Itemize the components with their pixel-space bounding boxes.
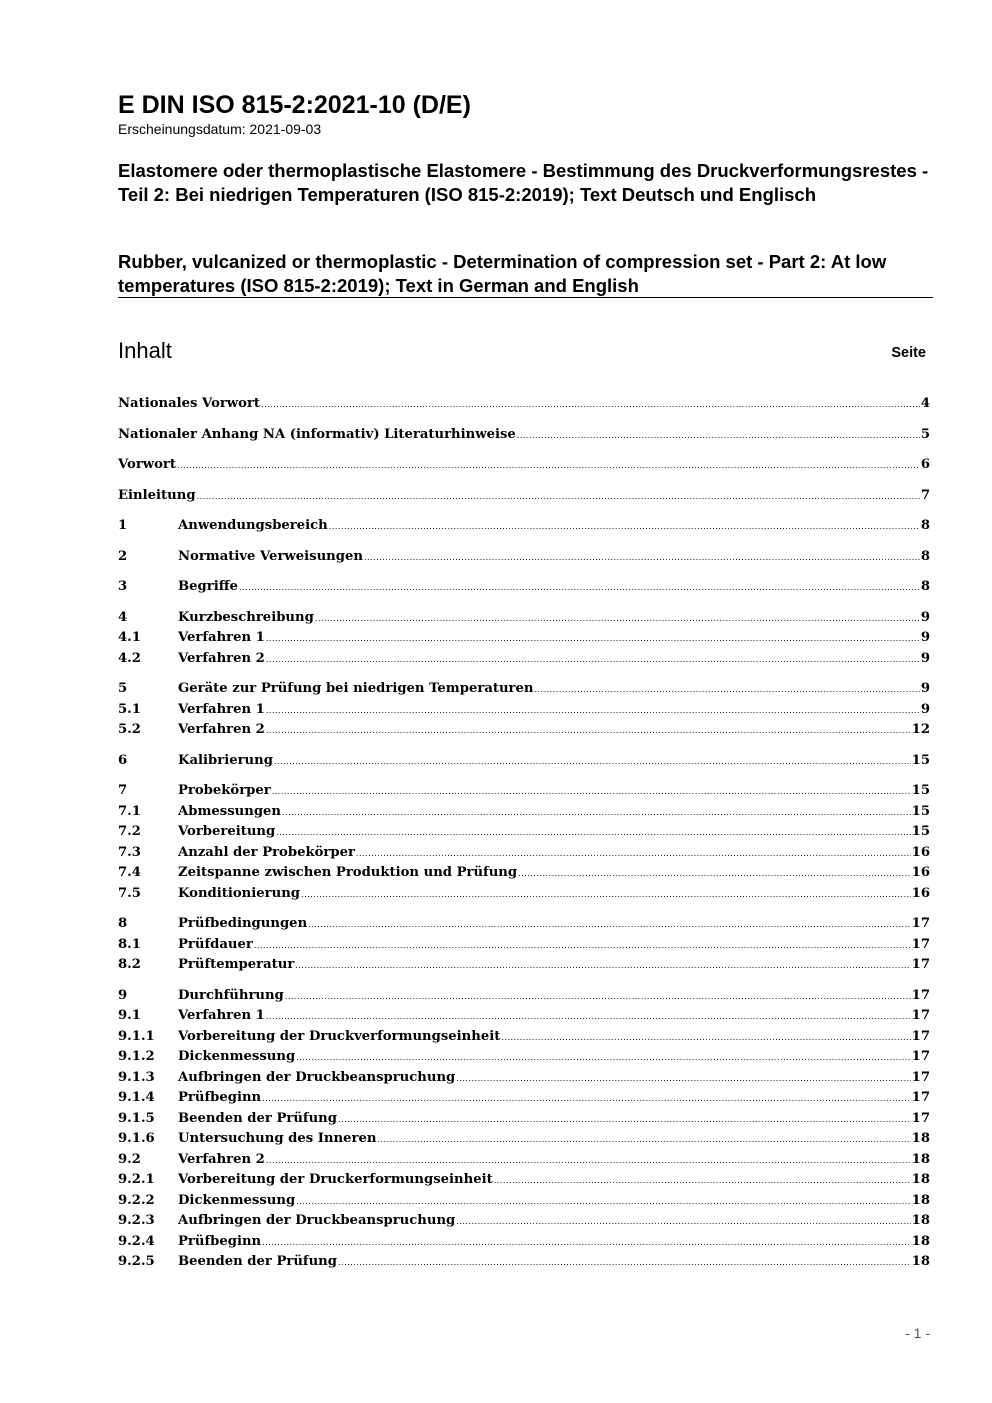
toc-entry-number: 9 <box>118 987 128 1003</box>
toc-entry-title: Prüfdauer <box>178 936 253 952</box>
toc-entry-number: 4.1 <box>118 630 141 645</box>
toc-entry-page: 7 <box>920 487 930 503</box>
page-number: - 1 - <box>905 1325 930 1341</box>
toc-dot-leader <box>285 987 911 1008</box>
toc-entry-number: 5.2 <box>118 722 141 737</box>
toc-entry[interactable] <box>118 1027 930 1048</box>
toc-entry[interactable] <box>118 577 930 598</box>
toc-entry-number: 2 <box>118 548 128 564</box>
toc-entry[interactable] <box>118 751 930 772</box>
toc-entry[interactable] <box>118 720 930 741</box>
title-german: Elastomere oder thermoplastische Elastomere - Bestimmung des Druckverformungsrestes - Teil 2: Bei niedrigen Temperaturen (ISO 815-2:2019); Text Deutsch und Englisch <box>118 160 929 205</box>
toc-entry-title: Einleitung <box>118 487 196 503</box>
toc-entry-page: 15 <box>911 803 930 819</box>
toc-entry-number: 9.2.1 <box>118 1172 155 1187</box>
toc-entry-number: 9.1.1 <box>118 1028 155 1044</box>
toc-entry-title: Kalibrierung <box>178 752 273 768</box>
toc-entry-title: Vorbereitung der Druckverformungseinheit <box>178 1028 501 1044</box>
toc-entry[interactable] <box>118 884 930 905</box>
toc-dot-leader <box>338 1110 911 1131</box>
toc-entry[interactable] <box>118 1088 930 1109</box>
toc-dot-leader <box>296 1048 910 1069</box>
toc-entry-page: 17 <box>911 916 930 931</box>
toc-entry-number: 4.2 <box>118 650 141 666</box>
toc-entry[interactable] <box>118 700 930 721</box>
toc-entry[interactable] <box>118 914 930 935</box>
toc-entry-page: 17 <box>911 1090 930 1105</box>
toc-entry-number: 7.2 <box>118 824 141 839</box>
toc-entry[interactable] <box>118 822 930 843</box>
toc-entry-page: 17 <box>911 1110 930 1126</box>
toc-dot-leader <box>338 1253 911 1274</box>
toc-entry[interactable] <box>118 679 930 700</box>
toc-entry-title: Beenden der Prüfung <box>178 1254 337 1269</box>
toc-dot-leader <box>517 426 920 447</box>
toc-entry-number: 1 <box>118 518 128 533</box>
toc-entry-title: Untersuchung des Inneren <box>178 1131 377 1146</box>
toc-entry-title: Normative Verweisungen <box>178 548 363 564</box>
toc-dot-leader <box>356 844 911 865</box>
toc-entry-number: 6 <box>118 752 128 768</box>
toc-entry-number: 7.5 <box>118 885 141 901</box>
toc-entry-page: 17 <box>911 957 930 972</box>
toc-entry-title: Verfahren 1 <box>178 701 265 717</box>
toc-entry-number: 9.1.2 <box>118 1049 155 1064</box>
toc-dot-leader <box>266 721 911 742</box>
toc-entry[interactable] <box>118 802 930 823</box>
toc-entry-page: 8 <box>920 579 930 594</box>
toc-entry-title: Vorbereitung der Druckerformungseinheit <box>178 1172 493 1187</box>
toc-dot-leader <box>377 1130 910 1151</box>
toc-entry[interactable] <box>118 843 930 864</box>
toc-entry-page: 16 <box>911 844 930 860</box>
toc-entry-title: Nationales Vorwort <box>118 396 260 411</box>
toc-entry-title: Begriffe <box>178 579 238 594</box>
toc-heading: Inhalt <box>118 338 172 363</box>
toc-entry[interactable] <box>118 1211 930 1232</box>
toc-entry-number: 7.4 <box>118 865 141 880</box>
toc-entry-page: 4 <box>920 396 930 411</box>
toc-dot-leader <box>296 1192 910 1213</box>
toc-entry[interactable] <box>118 547 930 568</box>
toc-entry-number: 8.1 <box>118 936 141 952</box>
toc-entry-page: 17 <box>911 987 930 1003</box>
toc-entry-page: 9 <box>920 701 930 717</box>
toc-entry-page: 17 <box>911 936 930 952</box>
toc-entry-page: 18 <box>911 1131 930 1146</box>
toc-entry-number: 9.1.4 <box>118 1090 155 1105</box>
toc-dot-leader <box>262 1089 910 1110</box>
toc-entry-number: 9.2.4 <box>118 1233 155 1249</box>
toc-entry[interactable] <box>118 1006 930 1027</box>
toc-dot-leader <box>254 936 911 957</box>
toc-entry-title: Geräte zur Prüfung bei niedrigen Temperaturen <box>178 681 534 696</box>
publication-date: Erscheinungsdatum: 2021-09-03 <box>118 121 322 137</box>
toc-entry-number: 7.1 <box>118 803 141 819</box>
toc-entry[interactable] <box>118 1170 930 1191</box>
toc-entry-title: Aufbringen der Druckbeanspruchung <box>178 1069 456 1085</box>
document-id: E DIN ISO 815-2:2021-10 (D/E) <box>118 91 471 119</box>
toc-entry-title: Kurzbeschreibung <box>178 609 314 625</box>
toc-entry-title: Probekörper <box>178 783 271 798</box>
toc-entry-title: Verfahren 2 <box>178 1151 265 1167</box>
toc-entry[interactable] <box>118 955 930 976</box>
toc-entry-title: Prüfbeginn <box>178 1233 262 1249</box>
toc-entry-title: Prüftemperatur <box>178 957 295 972</box>
toc-dot-leader <box>364 548 920 569</box>
toc-entry-page: 18 <box>911 1213 930 1228</box>
toc-entry-page: 16 <box>911 865 930 880</box>
toc-entry-number: 4 <box>118 609 128 625</box>
toc-entry-page: 18 <box>911 1233 930 1249</box>
toc-entry-number: 5 <box>118 681 128 696</box>
toc-dot-leader <box>266 1007 911 1028</box>
toc-entry-page: 17 <box>911 1008 930 1023</box>
toc-entry-page: 15 <box>911 752 930 768</box>
toc-dot-leader <box>329 517 920 538</box>
toc-entry-title: Aufbringen der Druckbeanspruchung <box>178 1213 456 1228</box>
toc-dot-leader <box>456 1069 910 1090</box>
toc-entry-page: 8 <box>920 548 930 564</box>
toc-dot-leader <box>266 1151 911 1172</box>
toc-dot-leader <box>301 885 911 906</box>
toc-dot-leader <box>197 487 920 508</box>
toc-entry-page: 18 <box>911 1254 930 1269</box>
toc-entry-title: Prüfbedingungen <box>178 916 308 931</box>
toc-entry-page: 9 <box>920 681 930 696</box>
toc-dot-leader <box>266 701 920 722</box>
toc-entry-title: Dickenmessung <box>178 1049 296 1064</box>
toc-entry[interactable] <box>118 486 930 507</box>
toc-entry[interactable] <box>118 628 930 649</box>
toc-dot-leader <box>239 578 920 599</box>
toc-entry-page: 6 <box>920 457 930 472</box>
toc-dot-leader <box>272 782 911 803</box>
toc-dot-leader <box>315 609 920 630</box>
toc-entry-title: Verfahren 2 <box>178 722 265 737</box>
toc-entry-page: 17 <box>911 1028 930 1044</box>
toc-entry-page: 15 <box>911 783 930 798</box>
toc-entry-number: 9.2 <box>118 1151 141 1167</box>
toc-entry[interactable] <box>118 1252 930 1273</box>
toc-entry-number: 5.1 <box>118 701 141 717</box>
toc-entry-title: Vorbereitung <box>178 824 276 839</box>
toc-entry-title: Prüfbeginn <box>178 1090 262 1105</box>
toc-entry[interactable] <box>118 608 930 629</box>
toc-entry-title: Konditionierung <box>178 885 301 901</box>
toc-entry-title: Verfahren 1 <box>178 630 265 645</box>
toc-entry-title: Durchführung <box>178 987 284 1003</box>
toc-dot-leader <box>274 752 911 773</box>
toc-entry[interactable] <box>118 455 930 476</box>
toc-entry-number: 9.2.3 <box>118 1213 155 1228</box>
toc-entry-page: 9 <box>920 650 930 666</box>
toc-entry-title: Nationaler Anhang NA (informativ) Literaturhinweise <box>118 426 516 442</box>
toc-entry-page: 18 <box>911 1172 930 1187</box>
toc-entry-page: 5 <box>920 426 930 442</box>
title-english: Rubber, vulcanized or thermoplastic - Determination of compression set - Part 2: At low temperatures (ISO 815-2:2019); Text in German and English <box>118 251 887 296</box>
table-of-contents <box>118 394 930 1273</box>
toc-entry-title: Verfahren 1 <box>178 1008 265 1023</box>
toc-entry[interactable] <box>118 986 930 1007</box>
toc-entry-page: 17 <box>911 1049 930 1064</box>
toc-entry-number: 9.1.3 <box>118 1069 155 1085</box>
toc-entry-number: 9.1.6 <box>118 1131 155 1146</box>
toc-entry-title: Verfahren 2 <box>178 650 265 666</box>
toc-dot-leader <box>534 680 919 701</box>
toc-entry-page: 17 <box>911 1069 930 1085</box>
toc-entry-title: Vorwort <box>118 457 176 472</box>
toc-entry-number: 8 <box>118 916 128 931</box>
toc-dot-leader <box>494 1171 911 1192</box>
toc-entry-page: 12 <box>911 722 930 737</box>
toc-entry[interactable] <box>118 781 930 802</box>
toc-entry[interactable] <box>118 1129 930 1150</box>
toc-entry-title: Beenden der Prüfung <box>178 1110 337 1126</box>
toc-entry[interactable] <box>118 1109 930 1130</box>
toc-entry[interactable] <box>118 516 930 537</box>
toc-page-column-label: Seite <box>891 345 926 361</box>
toc-entry-title: Anzahl der Probekörper <box>178 844 355 860</box>
toc-entry[interactable] <box>118 1047 930 1068</box>
toc-dot-leader <box>276 823 910 844</box>
toc-entry-page: 16 <box>911 885 930 901</box>
toc-entry-page: 18 <box>911 1151 930 1167</box>
toc-entry-page: 18 <box>911 1192 930 1208</box>
toc-entry-number: 3 <box>118 579 128 594</box>
toc-dot-leader <box>295 956 910 977</box>
toc-entry-number: 8.2 <box>118 957 141 972</box>
toc-dot-leader <box>282 803 911 824</box>
toc-entry-number: 7.3 <box>118 844 141 860</box>
toc-entry-page: 9 <box>920 630 930 645</box>
toc-entry[interactable] <box>118 1232 930 1253</box>
toc-dot-leader <box>261 395 920 416</box>
toc-entry-page: 9 <box>920 609 930 625</box>
toc-entry[interactable] <box>118 1068 930 1089</box>
toc-dot-leader <box>266 629 920 650</box>
toc-entry-number: 9.1.5 <box>118 1110 155 1126</box>
toc-entry-title: Dickenmessung <box>178 1192 296 1208</box>
toc-dot-leader <box>501 1028 910 1049</box>
title-divider <box>118 297 933 298</box>
toc-entry-title: Abmessungen <box>178 803 282 819</box>
toc-entry-page: 8 <box>920 518 930 533</box>
toc-dot-leader <box>262 1233 910 1254</box>
toc-entry-page: 15 <box>911 824 930 839</box>
toc-entry[interactable] <box>118 649 930 670</box>
toc-entry[interactable] <box>118 1191 930 1212</box>
toc-entry[interactable] <box>118 1150 930 1171</box>
toc-dot-leader <box>518 864 911 885</box>
toc-entry-title: Anwendungsbereich <box>178 518 328 533</box>
toc-entry-number: 9.2.5 <box>118 1254 155 1269</box>
toc-entry[interactable] <box>118 863 930 884</box>
toc-dot-leader <box>177 456 920 477</box>
toc-entry-title: Zeitspanne zwischen Produktion und Prüfung <box>178 865 518 880</box>
toc-entry-number: 7 <box>118 783 128 798</box>
toc-dot-leader <box>266 650 920 671</box>
toc-dot-leader <box>456 1212 910 1233</box>
toc-entry-number: 9.1 <box>118 1008 141 1023</box>
toc-entry[interactable] <box>118 394 930 415</box>
toc-entry[interactable] <box>118 935 930 956</box>
toc-entry[interactable] <box>118 425 930 446</box>
toc-dot-leader <box>308 915 910 936</box>
toc-entry-number: 9.2.2 <box>118 1192 155 1208</box>
